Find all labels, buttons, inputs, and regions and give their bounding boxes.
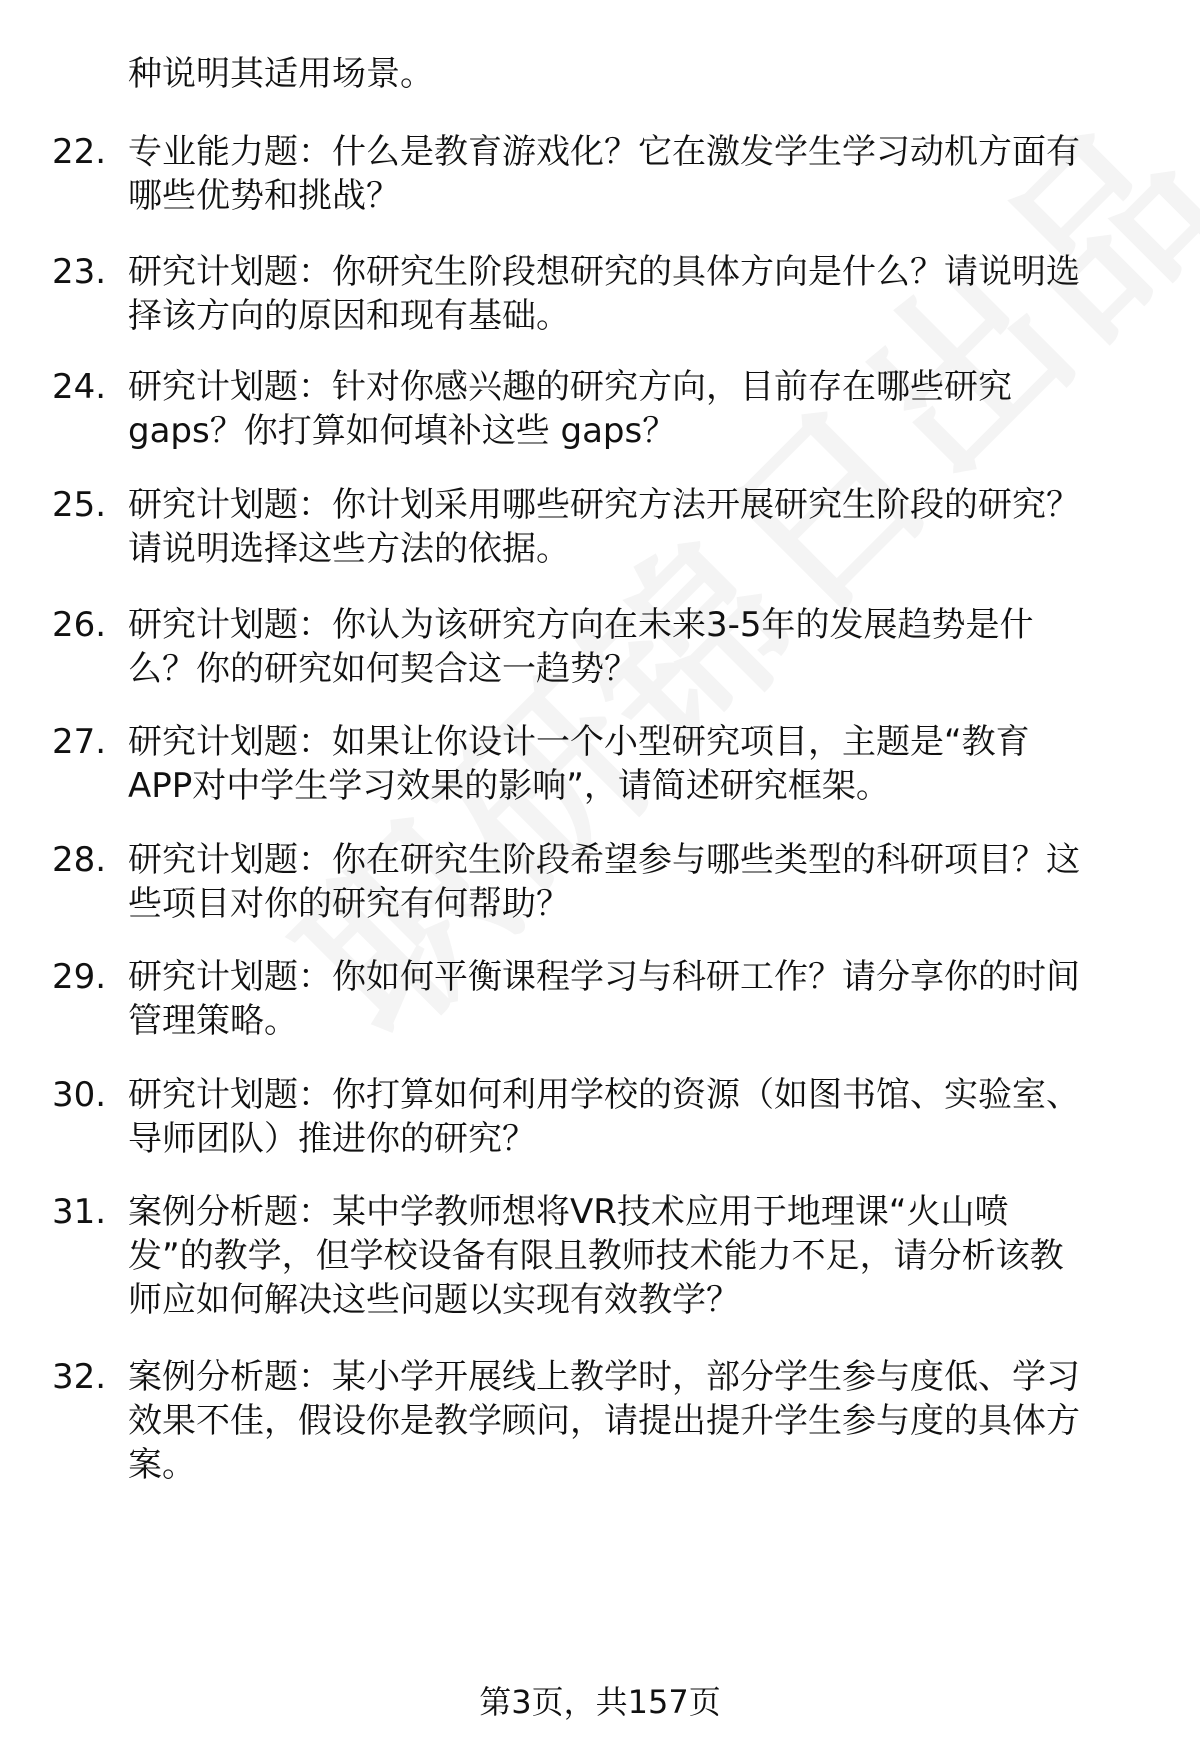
continuation-text: 种说明其适用场景。	[128, 54, 434, 94]
question-item	[52, 1073, 1152, 1161]
question-text-line: APP对中学生学习效果的影响”，请简述研究框架。	[128, 766, 890, 806]
question-text-line: gaps？你打算如何填补这些 gaps？	[128, 411, 677, 451]
question-text-line: 导师团队）推进你的研究？	[128, 1119, 536, 1159]
question-number: 22.	[52, 132, 107, 172]
question-text-line: 研究计划题：你研究生阶段想研究的具体方向是什么？请说明选	[128, 252, 1080, 292]
question-text-line: 研究计划题：你计划采用哪些研究方法开展研究生阶段的研究？	[128, 485, 1080, 525]
question-text-line: 案。	[128, 1445, 196, 1485]
question-item	[52, 250, 1152, 338]
question-item	[52, 838, 1152, 926]
question-item	[52, 603, 1152, 691]
question-text-line: 研究计划题：你认为该研究方向在未来3-5年的发展趋势是什	[128, 605, 1034, 645]
question-number: 24.	[52, 367, 107, 407]
question-text-line: 么？你的研究如何契合这一趋势？	[128, 649, 638, 689]
question-number: 30.	[52, 1075, 107, 1115]
question-text-line: 研究计划题：如果让你设计一个小型研究项目，主题是“教育	[128, 722, 1030, 762]
page-number-footer: 第3页，共157页	[479, 1683, 721, 1721]
question-text-line: 研究计划题：你在研究生阶段希望参与哪些类型的科研项目？这	[128, 840, 1080, 880]
question-item	[52, 130, 1152, 218]
question-number: 28.	[52, 840, 107, 880]
question-text-line: 效果不佳，假设你是教学顾问，请提出提升学生参与度的具体方	[128, 1401, 1080, 1441]
question-item	[52, 365, 1152, 453]
question-item	[52, 1355, 1152, 1487]
question-text-line: 师应如何解决这些问题以实现有效教学？	[128, 1280, 740, 1320]
question-text-line: 哪些优势和挑战？	[128, 176, 400, 216]
question-number: 31.	[52, 1192, 107, 1232]
question-number: 32.	[52, 1357, 107, 1397]
question-number: 29.	[52, 957, 107, 997]
question-text-line: 案例分析题：某中学教师想将VR技术应用于地理课“火山喷	[128, 1192, 1009, 1232]
question-text-line: 请说明选择这些方法的依据。	[128, 529, 570, 569]
question-text-line: 案例分析题：某小学开展线上教学时，部分学生参与度低、学习	[128, 1357, 1080, 1397]
question-item	[52, 720, 1152, 808]
question-item	[52, 483, 1152, 571]
question-text-line: 研究计划题：针对你感兴趣的研究方向，目前存在哪些研究	[128, 367, 1012, 407]
question-text-line: 些项目对你的研究有何帮助？	[128, 884, 570, 924]
question-number: 27.	[52, 722, 107, 762]
question-text-line: 择该方向的原因和现有基础。	[128, 296, 570, 336]
question-text-line: 管理策略。	[128, 1001, 298, 1041]
question-text-line: 研究计划题：你打算如何利用学校的资源（如图书馆、实验室、	[128, 1075, 1080, 1115]
question-text-line: 发”的教学，但学校设备有限且教师技术能力不足，请分析该教	[128, 1236, 1064, 1276]
question-number: 23.	[52, 252, 107, 292]
question-text-line: 研究计划题：你如何平衡课程学习与科研工作？请分享你的时间	[128, 957, 1080, 997]
question-text-line: 专业能力题：什么是教育游戏化？它在激发学生学习动机方面有	[128, 132, 1080, 172]
question-item	[52, 1190, 1152, 1322]
question-item	[52, 955, 1152, 1043]
question-number: 25.	[52, 485, 107, 525]
question-number: 26.	[52, 605, 107, 645]
